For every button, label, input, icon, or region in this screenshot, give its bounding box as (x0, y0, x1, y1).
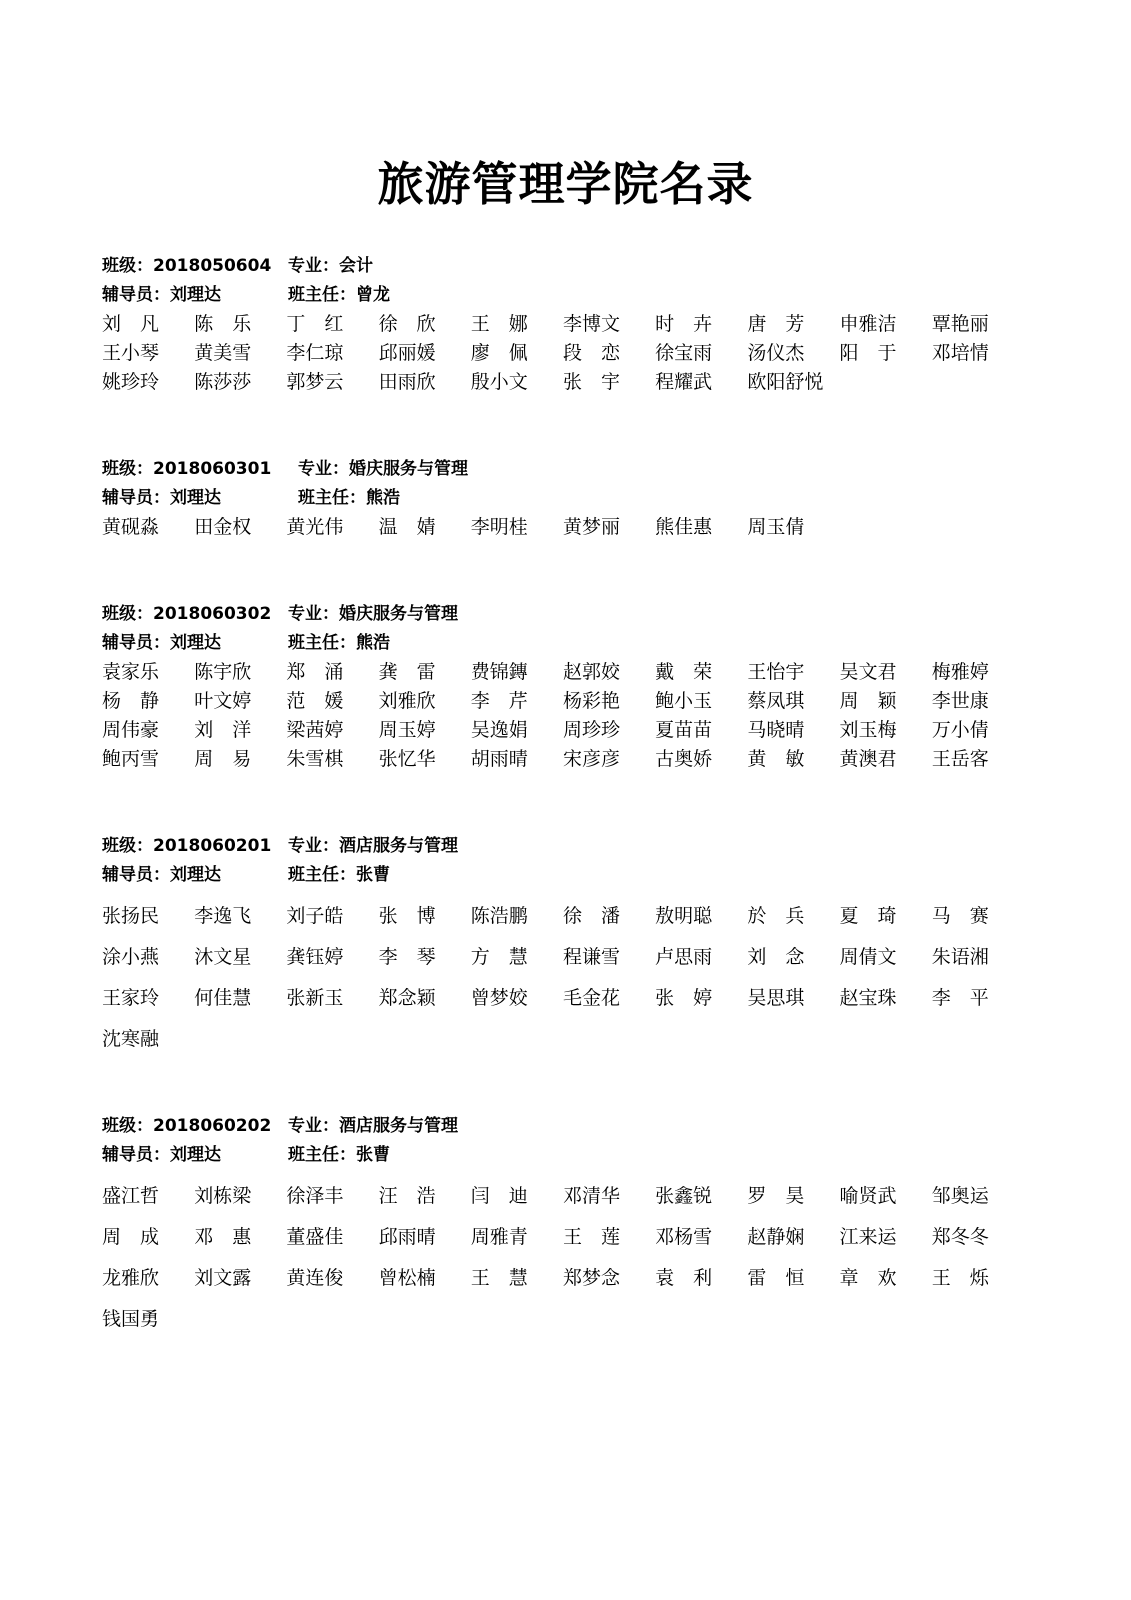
student-name: 叶文婷 (194, 690, 252, 712)
student-name: 夏 琦 (839, 905, 897, 927)
student-name: 沐文星 (194, 946, 252, 968)
student-name: 雷 恒 (747, 1267, 805, 1289)
student-name: 夏苗苗 (655, 719, 713, 741)
student-name: 何佳慧 (194, 987, 252, 1009)
student-name: 江来运 (839, 1226, 897, 1248)
class-number: 班级：2018060201 (102, 836, 272, 856)
staff-info-line (102, 281, 1042, 310)
student-name: 陈 乐 (194, 313, 252, 335)
student-name: 刘子皓 (286, 905, 344, 927)
student-name: 龙雅欣 (102, 1267, 160, 1289)
student-name: 申雅洁 (839, 313, 897, 335)
student-name: 李 琴 (378, 946, 436, 968)
class-section (102, 832, 1042, 1060)
head-teacher: 班主任：曾龙 (288, 285, 390, 305)
class-info-line (102, 252, 1042, 281)
student-name: 於 兵 (747, 905, 805, 927)
student-name: 张 博 (378, 905, 436, 927)
student-name: 刘文露 (194, 1267, 252, 1289)
major: 专业：会计 (288, 256, 373, 276)
student-name: 张扬民 (102, 905, 160, 927)
student-name: 王岳客 (931, 748, 989, 770)
student-name: 姚珍玲 (102, 371, 160, 393)
student-name: 杨彩艳 (562, 690, 620, 712)
student-name: 李仁琼 (286, 342, 344, 364)
class-info-line (102, 832, 1042, 861)
student-name: 田金权 (194, 516, 252, 538)
student-name: 费锦鏄 (470, 661, 528, 683)
student-name: 黄美雪 (194, 342, 252, 364)
student-name: 黄 敏 (747, 748, 805, 770)
student-name: 徐 潘 (562, 905, 620, 927)
student-name: 覃艳丽 (931, 313, 989, 335)
student-name: 李明桂 (470, 516, 528, 538)
student-name: 龚钰婷 (286, 946, 344, 968)
student-name: 王 莲 (562, 1226, 620, 1248)
student-name: 温 婧 (378, 516, 436, 538)
student-name: 周 成 (102, 1226, 160, 1248)
student-name: 鲍丙雪 (102, 748, 160, 770)
counselor: 辅导员：刘理达 (102, 1145, 221, 1165)
student-name: 赵宝珠 (839, 987, 897, 1009)
student-name: 阳 于 (839, 342, 897, 364)
staff-info-line (102, 861, 1042, 890)
student-name: 徐 欣 (378, 313, 436, 335)
student-name: 徐泽丰 (286, 1185, 344, 1207)
student-name: 鲍小玉 (655, 690, 713, 712)
student-name: 卢思雨 (655, 946, 713, 968)
staff-info-line (102, 1141, 1042, 1170)
student-name: 周玉倩 (747, 516, 805, 538)
student-list (102, 658, 1042, 774)
student-name: 田雨欣 (378, 371, 436, 393)
student-name: 盛江哲 (102, 1185, 160, 1207)
student-name: 周珍珍 (562, 719, 620, 741)
major: 专业：酒店服务与管理 (288, 1116, 458, 1136)
student-name: 邓培情 (931, 342, 989, 364)
student-name: 黄光伟 (286, 516, 344, 538)
student-name: 董盛佳 (286, 1226, 344, 1248)
student-name: 周雅青 (470, 1226, 528, 1248)
student-name: 陈浩鹏 (470, 905, 528, 927)
student-name: 邱丽媛 (378, 342, 436, 364)
staff-info-line (102, 629, 1042, 658)
student-name: 邱雨晴 (378, 1226, 436, 1248)
student-name: 郑梦念 (562, 1267, 620, 1289)
student-name: 吴思琪 (747, 987, 805, 1009)
student-name: 宋彦彦 (562, 748, 620, 770)
student-name: 吴文君 (839, 661, 897, 683)
class-info-line (102, 1112, 1042, 1141)
class-number: 班级：2018060202 (102, 1116, 272, 1136)
student-name: 梁茜婷 (286, 719, 344, 741)
student-name: 周 易 (194, 748, 252, 770)
head-teacher: 班主任：熊浩 (298, 488, 400, 508)
student-name: 赵静娴 (747, 1226, 805, 1248)
student-name: 李 芹 (470, 690, 528, 712)
student-name: 闫 迪 (470, 1185, 528, 1207)
student-name: 杨 静 (102, 690, 160, 712)
student-name: 周伟豪 (102, 719, 160, 741)
student-name: 马 赛 (931, 905, 989, 927)
student-name: 钱国勇 (102, 1308, 160, 1330)
major: 专业：婚庆服务与管理 (298, 459, 468, 479)
student-name: 朱雪棋 (286, 748, 344, 770)
student-name: 方 慧 (470, 946, 528, 968)
student-name: 张忆华 (378, 748, 436, 770)
student-name: 王 慧 (470, 1267, 528, 1289)
head-teacher: 班主任：张曹 (288, 865, 390, 885)
major: 专业：婚庆服务与管理 (288, 604, 458, 624)
counselor: 辅导员：刘理达 (102, 285, 221, 305)
student-name: 王 娜 (470, 313, 528, 335)
student-name: 丁 红 (286, 313, 344, 335)
student-name: 邓杨雪 (655, 1226, 713, 1248)
counselor: 辅导员：刘理达 (102, 488, 221, 508)
student-name: 喻贤武 (839, 1185, 897, 1207)
student-name: 李博文 (562, 313, 620, 335)
student-name: 李 平 (931, 987, 989, 1009)
class-info-line (102, 600, 1042, 629)
student-name: 涂小燕 (102, 946, 160, 968)
student-name: 沈寒融 (102, 1028, 160, 1050)
student-name: 黄澳君 (839, 748, 897, 770)
student-name: 邓清华 (562, 1185, 620, 1207)
head-teacher: 班主任：张曹 (288, 1145, 390, 1165)
student-name: 郑冬冬 (931, 1226, 989, 1248)
student-name: 梅雅婷 (931, 661, 989, 683)
student-name: 王怡宇 (747, 661, 805, 683)
student-name: 黄砚淼 (102, 516, 160, 538)
student-name: 周玉婷 (378, 719, 436, 741)
student-name: 范 媛 (286, 690, 344, 712)
student-name: 袁家乐 (102, 661, 160, 683)
staff-info-line (102, 484, 1042, 513)
student-name: 唐 芳 (747, 313, 805, 335)
student-list (102, 513, 1042, 542)
student-name: 张 宇 (562, 371, 620, 393)
student-name: 时 卉 (655, 313, 713, 335)
student-name: 曾梦姣 (470, 987, 528, 1009)
student-name: 周倩文 (839, 946, 897, 968)
student-name: 刘 念 (747, 946, 805, 968)
student-name: 王 烁 (931, 1267, 989, 1289)
student-name: 周 颖 (839, 690, 897, 712)
class-number: 班级：2018060302 (102, 604, 272, 624)
student-name: 赵郭姣 (562, 661, 620, 683)
student-name: 郑念颖 (378, 987, 436, 1009)
student-name: 欧阳舒悦 (747, 371, 824, 393)
student-name: 刘栋梁 (194, 1185, 252, 1207)
student-name: 罗 昊 (747, 1185, 805, 1207)
major: 专业：酒店服务与管理 (288, 836, 458, 856)
student-name: 胡雨晴 (470, 748, 528, 770)
class-info-line (102, 455, 1042, 484)
student-name: 蔡凤琪 (747, 690, 805, 712)
class-section (102, 1112, 1042, 1340)
student-name: 刘 凡 (102, 313, 160, 335)
student-name: 程谦雪 (562, 946, 620, 968)
head-teacher: 班主任：熊浩 (288, 633, 390, 653)
student-name: 李世康 (931, 690, 989, 712)
page-title: 旅游管理学院名录 (377, 157, 754, 211)
student-name: 戴 荣 (655, 661, 713, 683)
class-section (102, 252, 1042, 397)
student-name: 刘玉梅 (839, 719, 897, 741)
student-name: 张新玉 (286, 987, 344, 1009)
student-name: 曾松楠 (378, 1267, 436, 1289)
student-name: 李逸飞 (194, 905, 252, 927)
student-name: 廖 佩 (470, 342, 528, 364)
student-list (102, 310, 1042, 397)
student-name: 毛金花 (562, 987, 620, 1009)
student-name: 邹奥运 (931, 1185, 989, 1207)
student-name: 刘雅欣 (378, 690, 436, 712)
student-name: 程耀武 (655, 371, 713, 393)
student-name: 熊佳惠 (655, 516, 713, 538)
student-name: 邓 惠 (194, 1226, 252, 1248)
student-name: 郑 涌 (286, 661, 344, 683)
student-list (102, 896, 1042, 1060)
student-name: 万小倩 (931, 719, 989, 741)
student-name: 徐宝雨 (655, 342, 713, 364)
counselor: 辅导员：刘理达 (102, 633, 221, 653)
student-name: 马晓晴 (747, 719, 805, 741)
student-name: 殷小文 (470, 371, 528, 393)
student-name: 黄梦丽 (562, 516, 620, 538)
student-name: 汤仪杰 (747, 342, 805, 364)
student-name: 汪 浩 (378, 1185, 436, 1207)
student-name: 章 欢 (839, 1267, 897, 1289)
student-name: 袁 利 (655, 1267, 713, 1289)
student-name: 陈莎莎 (194, 371, 252, 393)
student-name: 敖明聪 (655, 905, 713, 927)
counselor: 辅导员：刘理达 (102, 865, 221, 885)
student-name: 古奥娇 (655, 748, 713, 770)
class-section (102, 600, 1042, 774)
student-list (102, 1176, 1042, 1340)
student-name: 张鑫锐 (655, 1185, 713, 1207)
class-section (102, 455, 1042, 542)
student-name: 朱语湘 (931, 946, 989, 968)
student-name: 陈宇欣 (194, 661, 252, 683)
student-name: 张 婷 (655, 987, 713, 1009)
student-name: 王小琴 (102, 342, 160, 364)
student-name: 段 恋 (562, 342, 620, 364)
class-number: 班级：2018050604 (102, 256, 272, 276)
student-name: 龚 雷 (378, 661, 436, 683)
student-name: 刘 洋 (194, 719, 252, 741)
student-name: 郭梦云 (286, 371, 344, 393)
student-name: 王家玲 (102, 987, 160, 1009)
student-name: 黄连俊 (286, 1267, 344, 1289)
student-name: 吴逸娟 (470, 719, 528, 741)
class-number: 班级：2018060301 (102, 459, 272, 479)
